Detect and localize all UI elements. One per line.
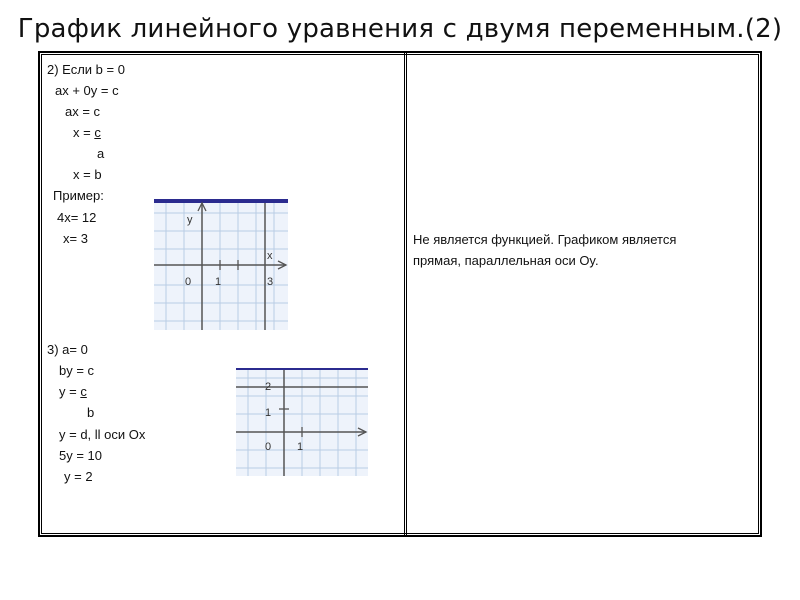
case2-eq3-numerator: c xyxy=(94,125,101,140)
case3-eq2-prefix: y = xyxy=(59,384,81,399)
case3-header: 3) a= 0 xyxy=(47,342,88,357)
graph2-tick-label-0: 0 xyxy=(265,441,272,453)
right-text-line1: Не является функцией. Графиком является xyxy=(413,232,677,247)
graph2-tick-label-1x: 1 xyxy=(297,441,304,453)
case3-eq3: y = d, ll оси Ox xyxy=(59,427,146,442)
table-inner-border xyxy=(41,54,759,534)
case2-eq1: ax + 0y = c xyxy=(55,83,119,98)
column-divider xyxy=(404,52,407,536)
graph2-tick-label-2: 2 xyxy=(265,381,272,393)
graph1-x-label: x xyxy=(267,250,273,262)
graph1-y-label: y xyxy=(187,214,193,226)
graph1-tick-label-0: 0 xyxy=(185,276,192,288)
case3-eq4: 5y = 10 xyxy=(59,448,103,463)
case3-eq2-denominator: b xyxy=(87,405,95,420)
graph1-tick-label-3: 3 xyxy=(267,276,274,288)
case3-eq1: by = c xyxy=(59,363,95,378)
graph-x-equals-3 xyxy=(154,199,288,330)
case2-header: 2) Если b = 0 xyxy=(47,62,125,77)
case2-eq3 xyxy=(73,125,101,141)
graph2-tick-label-1y: 1 xyxy=(265,407,272,419)
example-label: Пример: xyxy=(53,188,104,203)
case2-eq2: ax = c xyxy=(65,104,101,119)
case2-eq4: x = b xyxy=(73,167,102,182)
case3-eq2 xyxy=(59,384,87,400)
case3-eq2-numerator: c xyxy=(80,384,87,399)
graph1-tick-label-1: 1 xyxy=(215,276,222,288)
case2-eq3-denominator: a xyxy=(97,146,105,161)
graph-y-equals-2 xyxy=(236,368,368,476)
example-eq2: x= 3 xyxy=(63,231,88,246)
right-text-line2: прямая, параллельная оси Oy. xyxy=(413,253,599,268)
graph1-top-edge xyxy=(154,199,288,203)
graph2-top-edge xyxy=(236,368,368,370)
page-title: График линейного уравнения с двумя переменным.(2) xyxy=(17,14,783,44)
example-eq1: 4x= 12 xyxy=(57,210,97,225)
case3-eq5: y = 2 xyxy=(64,469,93,484)
case2-eq3-prefix: x = xyxy=(73,125,95,140)
